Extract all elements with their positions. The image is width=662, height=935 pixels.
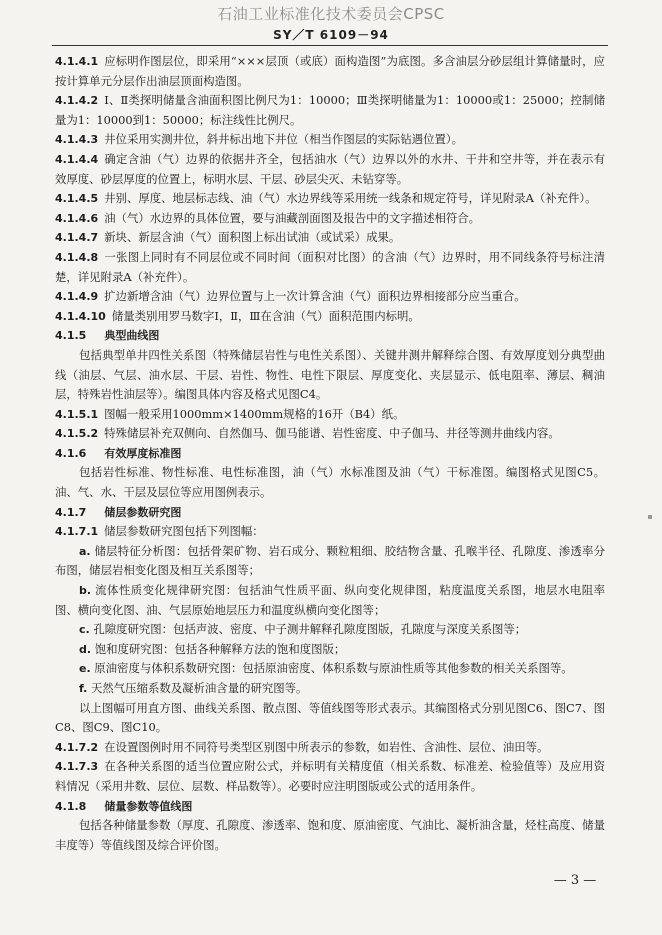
section-body: 包括典型单井四性关系图（特殊储层岩性与电性关系图）、关键井测井解释综合图、有效厚度划分典型曲线（油层、气层、油水层、干层、岩性、物性、电性下限层、厚度变化、夹层显示、低电阻率、薄层、稠油层，特殊岩性油层等）。编图具体内容及格式见图C4。 [55, 347, 605, 402]
clause-4-1-7-1 [55, 522, 605, 542]
clause-text: 特殊储层补充双侧向、自然伽马、伽马能谱、岩性密度、中子伽马、井径等测井曲线内容。 [104, 426, 560, 441]
clause-number: 4.1.4.3 [55, 133, 99, 147]
list-marker: e. [79, 662, 91, 676]
clause-number: 4.1.7.3 [55, 760, 99, 774]
clause-4-1-7-2 [55, 738, 605, 758]
clause-4-1-7-3 [55, 757, 605, 796]
clause-text: 一张图上同时有不同层位或不同时间（面积对比图）的含油（气）边界时，用不同线条符号标注清楚，详见附录A（补充件）。 [55, 249, 605, 284]
clause-text: Ⅰ、Ⅱ类探明储量含油面积图比例尺为1：10000；Ⅲ类探明储量为1：10000或1：25000；控制储量为1：10000到1：50000；标注线性比例尺。 [55, 93, 605, 127]
clause-text: 应标明作图层位，即采用“×××层顶（或底）面构造图”为底图。多含油层分砂层组计算储量时，应按计算单元分层作出油层顶面构造图。 [55, 54, 605, 88]
clause-text: 在各种关系图的适当位置应附公式，并标明有关精度值（相关系数、标准差、检验值等）及应用资料情况（采用井数、层位、层数、样品数等）。必要时应注明图版或公式的适用条件。 [55, 759, 605, 793]
scan-mark [648, 515, 652, 519]
clause-4-1-4-10 [55, 307, 605, 327]
section-body: 包括各种储量参数（厚度、孔隙度、渗透率、饱和度、原油密度、气油比、凝析油含量，烃柱高度、储量丰度等）等值线图及综合评价图。 [55, 818, 605, 852]
clause-4-1-4-1 [55, 52, 605, 91]
list-item-a [55, 542, 605, 581]
clause-text: 油（气）水边界的具体位置，要与油藏剖面图及报告中的文字描述相符合。 [104, 210, 481, 225]
section-title: 典型曲线图 [104, 329, 160, 343]
clause-text: 新块、新层含油（气）面积图上标出试油（或试采）成果。 [104, 230, 401, 245]
clause-number: 4.1.4.5 [55, 192, 99, 206]
clause-number: 4.1.4.10 [55, 309, 106, 323]
list-item-f [55, 679, 605, 699]
clause-text: 储层参数研究图包括下列图幅： [104, 524, 264, 539]
section-title: 储层参数研究图 [104, 505, 182, 519]
clause-number: 4.1.4.8 [55, 250, 99, 264]
clause-number: 4.1.5.1 [55, 407, 99, 421]
clause-4-1-4-5 [55, 189, 605, 209]
clause-4-1-4-7 [55, 228, 605, 248]
clause-4-1-4-3 [55, 130, 605, 150]
list-marker: d. [79, 642, 92, 656]
clause-text: 确定含油（气）边界的依据井齐全，包括油水（气）边界以外的水井、干井和空井等，并在表示有效厚度、砂层厚度的位置上，标明水层、干层、砂层尖灭、未钻穿等。 [55, 151, 605, 186]
list-item-b [55, 581, 605, 620]
clause-text: 井别、厚度、地层标志线、油（气）水边界线等采用统一线条和规定符号，详见附录A（补充件）。 [104, 191, 597, 206]
list-item-d [55, 640, 605, 660]
section-number: 4.1.5 [55, 329, 87, 343]
section-number: 4.1.7 [55, 505, 87, 519]
clause-4-1-5-1 [55, 405, 605, 425]
clause-number: 4.1.7.1 [55, 525, 99, 539]
watermark-text: 石油工业标准化技术委员会CPSC [217, 5, 445, 23]
list-text: 天然气压缩系数及凝析油含量的研究图等。 [91, 681, 308, 695]
clause-text: 井位采用实测井位，斜井标出地下井位（相当作图层的实际钻遇位置）。 [104, 132, 463, 147]
clause-number: 4.1.4.4 [55, 152, 99, 166]
list-text: 储层特征分析图：包括骨架矿物、岩石成分、颗粒粗细、胶结物含量、孔喉半径、孔隙度、渗透率分布图，储层岩相变化图及相互关系图等； [55, 543, 605, 578]
clause-number: 4.1.4.7 [55, 231, 99, 245]
section-title: 有效厚度标准图 [104, 446, 182, 460]
clause-text: 图幅一般采用1000mm×1400mm规格的16开（B4）纸。 [104, 406, 405, 421]
list-marker: a. [79, 544, 91, 558]
clause-number: 4.1.4.9 [55, 290, 99, 304]
section-heading-4-1-5 [55, 326, 605, 346]
clause-number: 4.1.5.2 [55, 427, 99, 441]
clause-4-1-4-8 [55, 248, 605, 287]
list-marker: b. [79, 584, 92, 598]
clause-4-1-4-9 [55, 287, 605, 307]
standard-code: SY／T 6109－94 [273, 28, 389, 42]
section-body: 以上图幅可用直方图、曲线关系图、散点图、等值线图等形式表示。其编图格式分别见图C6、图C7、图C8、图C9、图C10。 [55, 700, 605, 735]
clause-number: 4.1.7.2 [55, 740, 99, 754]
clause-4-1-5-2 [55, 424, 605, 444]
list-marker: f. [79, 682, 88, 695]
section-body: 包括岩性标准、物性标准、电性标准图，油（气）水标准图及油（气）干标准图。编图格式见图C5。油、气、水、干层及层位等应用图例表示。 [55, 465, 605, 500]
clause-4-1-4-4 [55, 150, 605, 189]
clause-text: 扩边新增含油（气）边界位置与上一次计算含油（气）面积边界相接部分应当重合。 [104, 289, 526, 304]
clause-text: 储量类别用罗马数字Ⅰ，Ⅱ，Ⅲ在含油（气）面积范围内标明。 [111, 308, 420, 323]
clause-number: 4.1.4.1 [55, 55, 99, 68]
clause-4-1-4-6 [55, 209, 605, 229]
list-item-e [55, 659, 605, 679]
document-body [55, 52, 605, 855]
clause-number: 4.1.4.2 [55, 94, 99, 108]
section-number: 4.1.6 [55, 446, 87, 460]
section-heading-4-1-6 [55, 444, 605, 464]
clause-text: 在设置图例时用不同符号类型区别图中所表示的参数，如岩性、含油性、层位、油田等。 [104, 739, 549, 754]
list-text: 孔隙度研究图：包括声波、密度、中子测井解释孔隙度图版，孔隙度与深度关系图等； [93, 622, 527, 637]
section-title: 储量参数等值线图 [104, 799, 193, 813]
section-number: 4.1.8 [55, 799, 87, 813]
list-marker: c. [79, 623, 90, 637]
section-heading-4-1-7 [55, 503, 605, 523]
list-text: 饱和度研究图：包括各种解释方法的饱和度图版； [94, 641, 346, 656]
header-rule [52, 45, 608, 46]
page-number: — 3 — [553, 873, 597, 888]
list-text: 原油密度与体积系数研究图：包括原油密度、体积系数与原油性质等其他参数的相关关系图等。 [94, 661, 573, 676]
list-item-c [55, 620, 605, 640]
section-heading-4-1-8 [55, 797, 605, 817]
clause-4-1-4-2 [55, 91, 605, 130]
list-text: 流体性质变化规律研究图：包括油气性质平面、纵向变化规律图，粘度温度关系图，地层水电阻率图、横向变化图、油、气层原始地层压力和温度纵横向变化图等； [55, 583, 605, 617]
clause-number: 4.1.4.6 [55, 211, 99, 225]
